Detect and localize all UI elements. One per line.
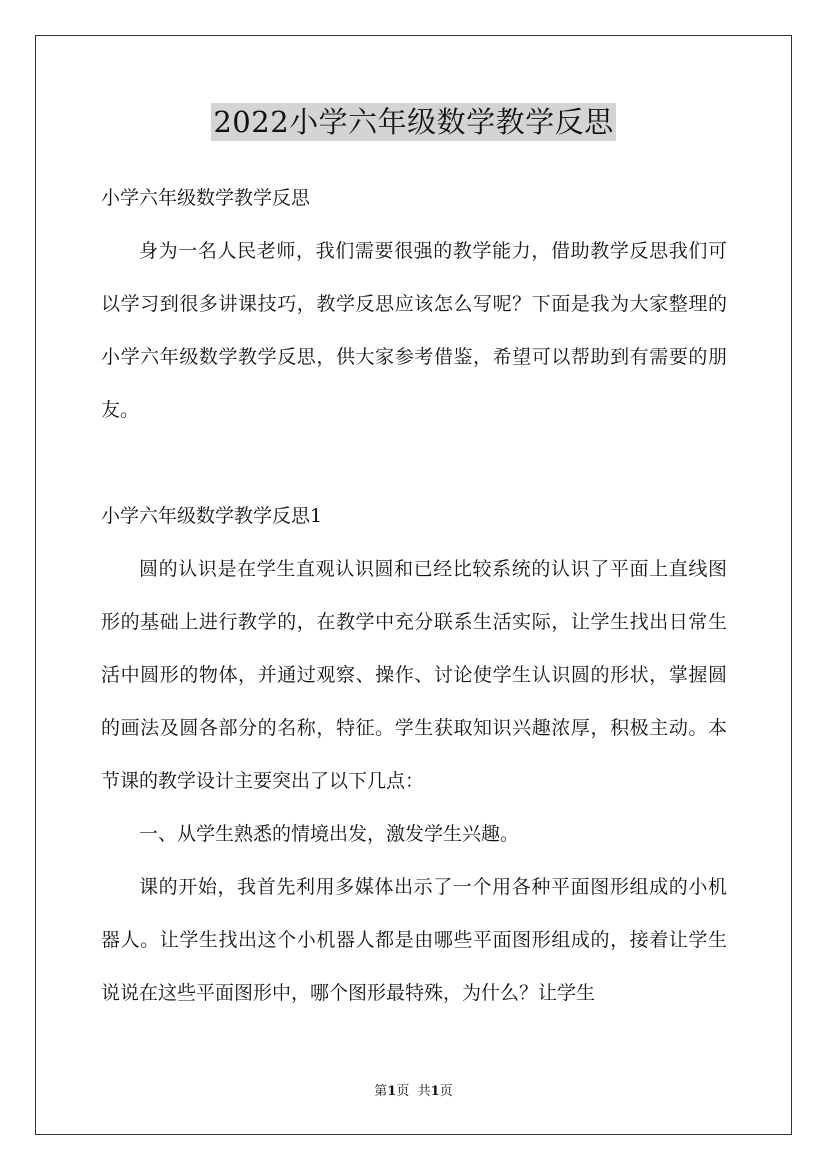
section-heading: 小学六年级数学教学反思 [101,187,311,209]
page-number: 1 [387,1084,397,1099]
blank-line [101,437,727,490]
page-prefix: 第 [374,1084,388,1099]
body-paragraph-2: 一、从学生熟悉的情境出发，激发学生兴趣。 [139,823,520,845]
page-suffix: 页 [396,1084,410,1099]
body-paragraph-3: 课的开始，我首先利用多媒体出示了一个用各种平面图形组成的小机器人。让学生找出这个小机器人都是由哪些平面图形组成的，接着让学生说说在这些平面图形中，哪个图形最特殊，为什么？让学生 [101,876,727,1004]
document-title: 2022小学六年级数学教学反思 [213,105,614,139]
body-paragraph-1: 圆的认识是在学生直观认识圆和已经比较系统的认识了平面上直线图形的基础上进行教学的，在教学中充分联系生活实际，让学生找出日常生活中圆形的物体，并通过观察、操作、讨论使学生认识圆的形状，掌握圆的画法及圆各部分的名称，特征。学生获取知识兴趣浓厚，积极主动。本节课的教学设计主要突出了以下几点： [101,558,727,792]
page-footer [0,1083,827,1101]
intro-paragraph: 身为一名人民老师，我们需要很强的教学能力，借助教学反思我们可以学习到很多讲课技巧，教学反思应该怎么写呢？下面是我为大家整理的小学六年级数学教学反思，供大家参考借鉴，希望可以帮助到有需要的朋友。 [101,240,727,421]
section-heading-1: 小学六年级数学教学反思1 [101,505,323,527]
document-body [101,172,727,1020]
total-suffix: 页 [439,1084,453,1099]
title-area [0,103,827,141]
total-prefix: 共 [417,1084,431,1099]
page-total: 1 [430,1084,440,1099]
